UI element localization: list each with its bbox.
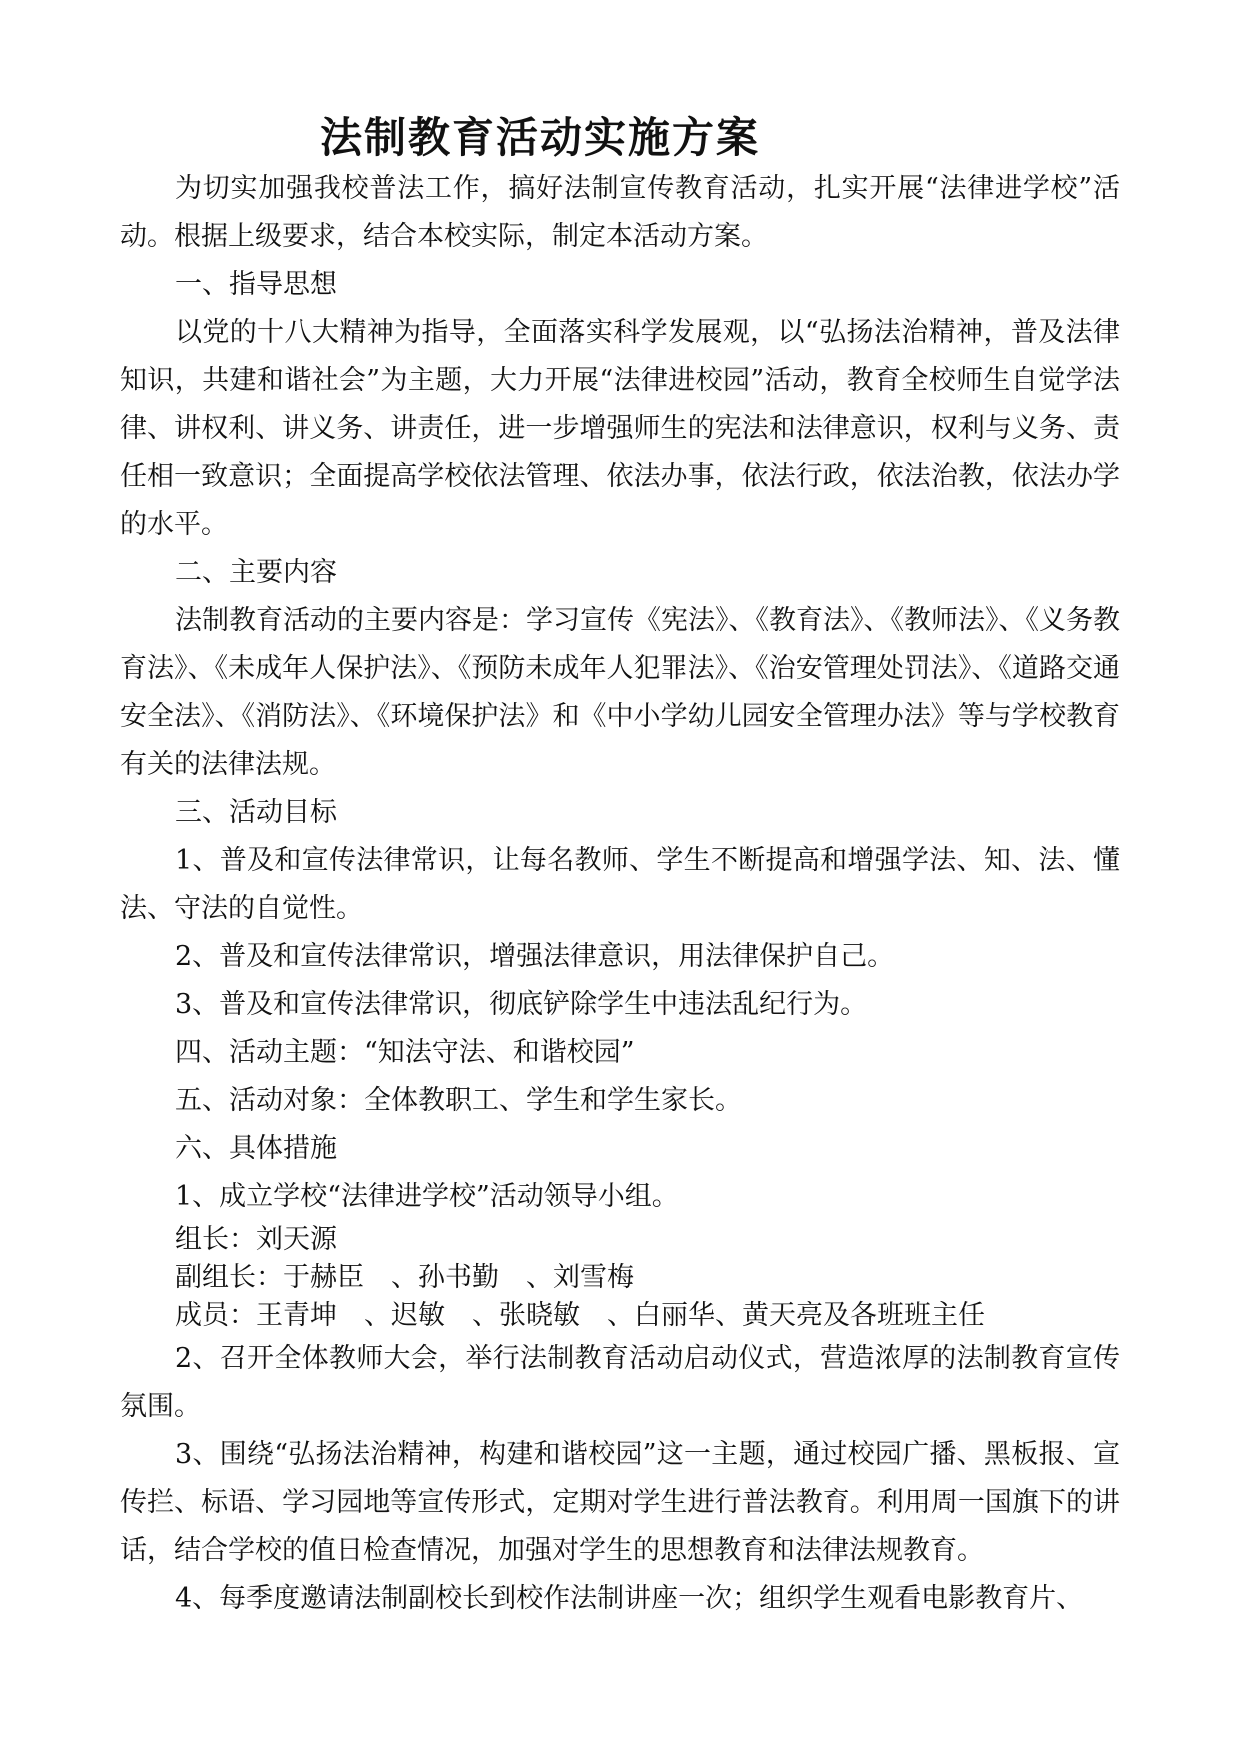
measure-3: 3、围绕“弘扬法治精神，构建和谐校园”这一主题，通过校园广播、黑板报、宣传拦、标语、学习园地等宣传形式，定期对学生进行普法教育。利用周一国旗下的讲话，结合学校的值日检查情况，加强对学生的思想教育和法律法规教育。 bbox=[120, 1439, 1120, 1566]
section-activity-theme: 四、活动主题：“知法守法、和谐校园” bbox=[175, 1037, 635, 1068]
measure-4: 4、每季度邀请法制副校长到校作法制讲座一次；组织学生观看电影教育片、 bbox=[175, 1583, 1084, 1614]
document-body bbox=[120, 165, 1120, 1623]
main-content-paragraph: 法制教育活动的主要内容是：学习宣传《宪法》、《教育法》、《教师法》、《义务教育法》、《未成年人保护法》、《预防未成年人犯罪法》、《治安管理处罚法》、《道路交通安全法》、《消防法》、《环境保护法》和《中小学幼儿园安全管理办法》等与学校教育有关的法律法规。 bbox=[120, 605, 1120, 780]
intro-paragraph: 为切实加强我校普法工作，搞好法制宣传教育活动，扎实开展“法律进学校”活动。根据上级要求，结合本校实际，制定本活动方案。 bbox=[120, 173, 1120, 252]
guiding-thought-paragraph: 以党的十八大精神为指导，全面落实科学发展观，以“弘扬法治精神，普及法律知识，共建和谐社会”为主题，大力开展“法律进校园”活动，教育全校师生自觉学法律、讲权利、讲义务、讲责任，进一步增强师生的宪法和法律意识，权利与义务、责任相一致意识；全面提高学校依法管理、依法办事，依法行政，依法治教，依法办学的水平。 bbox=[120, 317, 1120, 540]
document-title: 法制教育活动实施方案 bbox=[320, 113, 761, 162]
goal-3: 3、普及和宣传法律常识，彻底铲除学生中违法乱纪行为。 bbox=[175, 989, 868, 1020]
group-members: 成员：王青坤 、迟敏 、张晓敏 、白丽华、黄天亮及各班班主任 bbox=[175, 1300, 985, 1331]
section-heading-main-content: 二、主要内容 bbox=[175, 557, 337, 588]
deputy-leaders: 副组长：于赫臣 、孙书勤 、刘雪梅 bbox=[175, 1262, 634, 1293]
measure-1: 1、成立学校“法律进学校”活动领导小组。 bbox=[175, 1181, 679, 1212]
section-heading-activity-goals: 三、活动目标 bbox=[175, 797, 337, 828]
section-activity-audience: 五、活动对象：全体教职工、学生和学生家长。 bbox=[175, 1085, 742, 1116]
section-heading-guiding-thought: 一、指导思想 bbox=[175, 269, 337, 300]
section-heading-measures: 六、具体措施 bbox=[175, 1133, 337, 1164]
measure-2: 2、召开全体教师大会，举行法制教育活动启动仪式，营造浓厚的法制教育宣传氛围。 bbox=[120, 1343, 1120, 1422]
goal-2: 2、普及和宣传法律常识，增强法律意识，用法律保护自己。 bbox=[175, 941, 895, 972]
goal-1: 1、普及和宣传法律常识，让每名教师、学生不断提高和增强学法、知、法、懂法、守法的自觉性。 bbox=[120, 845, 1120, 924]
group-leader: 组长：刘天源 bbox=[175, 1224, 337, 1255]
